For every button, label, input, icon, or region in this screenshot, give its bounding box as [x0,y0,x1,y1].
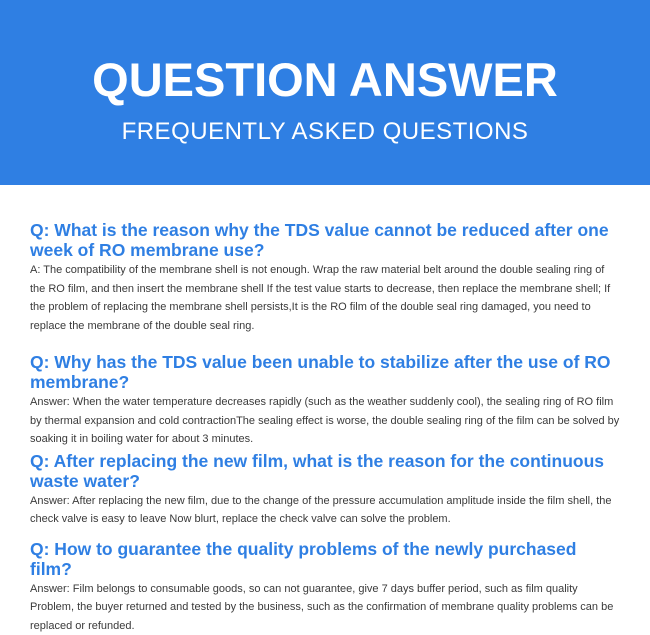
faq-question: Q: Why has the TDS value been unable to stabilize after the use of RO membrane? [30,352,611,392]
faq-item [30,352,620,449]
page-subtitle: FREQUENTLY ASKED QUESTIONS [121,118,529,145]
faq-question: Q: What is the reason why the TDS value cannot be reduced after one week of RO membrane use? [30,220,609,260]
faq-answer: A: The compatibility of the membrane shell is not enough. Wrap the raw material belt around the double sealing ring of the RO film, and then insert the membrane shell If the test value starts to decrease, then replace the membrane shell; If the problem of replacing the membrane shell persists,It is the RO film of the double seal ring damaged, you need to replace the membrane of the double seal ring. [30,264,611,332]
header-banner [0,0,650,185]
faq-list [30,220,620,635]
faq-answer: Answer: When the water temperature decreases rapidly (such as the weather suddenly cool), the sealing ring of RO film by thermal expansion and cold contractionThe sealing effect is worse, the double sealing ring of the film can be solved by soaking it in boiling water for about 3 minutes. [30,396,620,445]
faq-item [30,220,620,335]
faq-question: Q: How to guarantee the quality problems of the newly purchased film? [30,538,577,579]
faq-item [30,539,620,635]
faq-answer: Answer: After replacing the new film, due to the change of the pressure accumulation amplitude inside the film shell, the check valve is easy to leave Now blurt, replace the check valve can solve the problem. [30,494,612,525]
page-title: QUESTION ANSWER [92,53,558,106]
faq-item [30,451,620,529]
faq-question: Q: After replacing the new film, what is the reason for the continuous waste water? [30,450,604,491]
faq-answer: Answer: Film belongs to consumable goods, so can not guarantee, give 7 days buffer period, such as film quality Problem, the buyer returned and tested by the business, such as the confirmation of membrane quality problems can be replaced or refunded. [30,582,614,632]
